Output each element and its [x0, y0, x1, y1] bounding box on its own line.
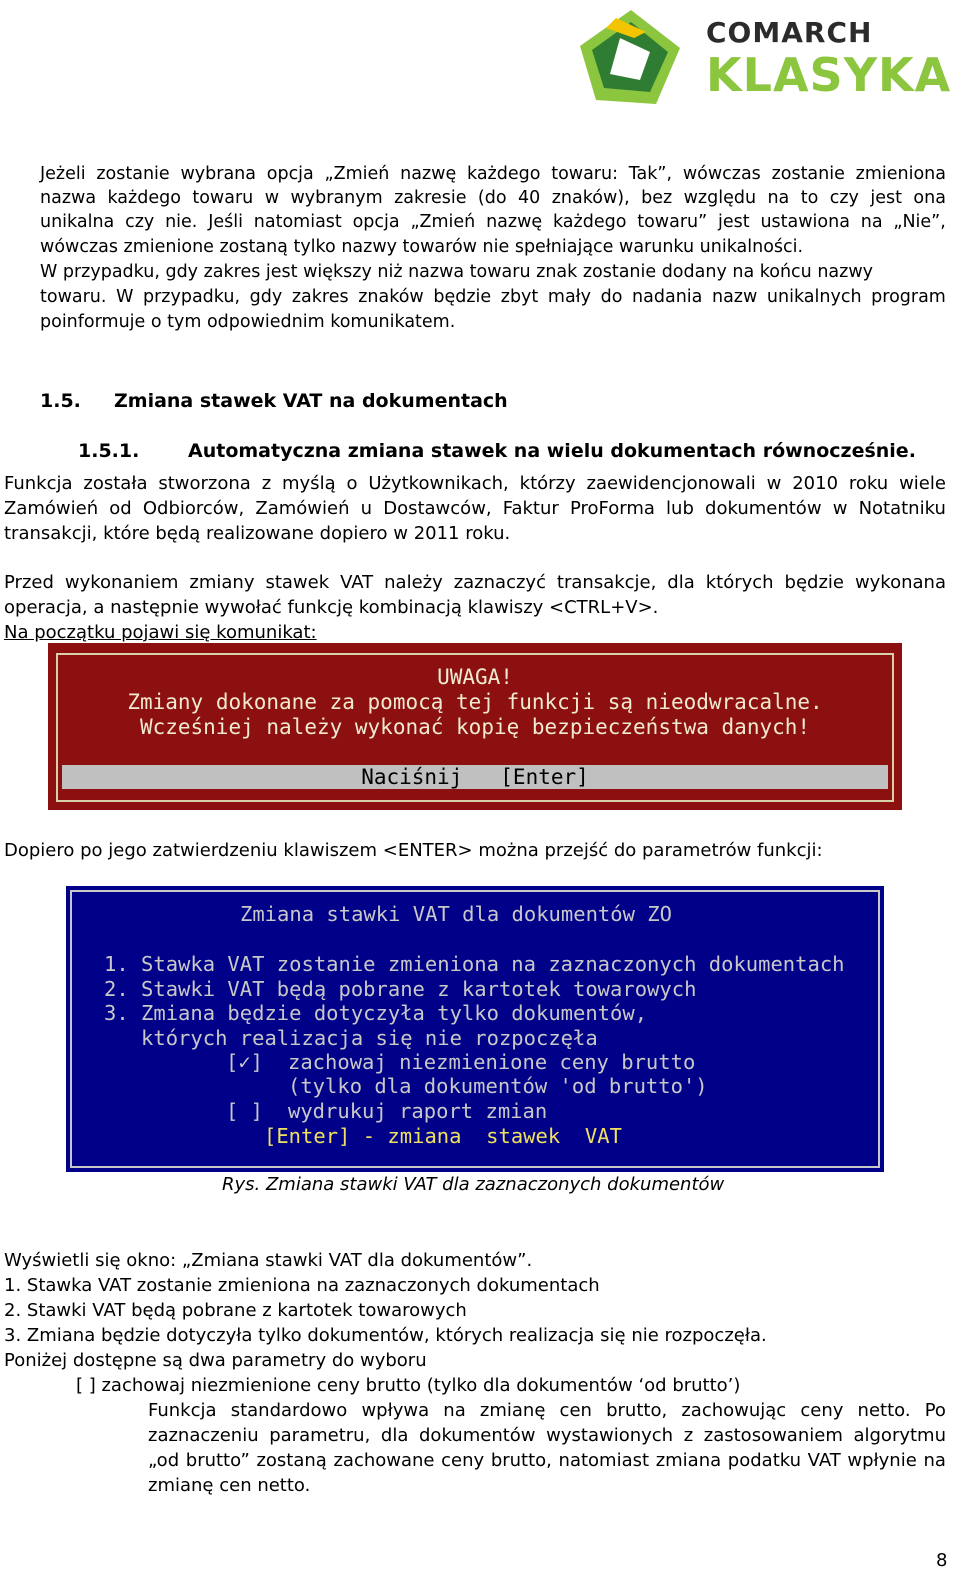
- heading-1-5-1: [78, 440, 916, 462]
- p1-line: [40, 186, 946, 211]
- warning-line: Zmiany dokonane za pomocą tej funkcji są nieodwracalne.: [127, 690, 823, 714]
- word: znaków),: [551, 188, 630, 208]
- word: wybranym: [290, 188, 383, 208]
- word: zmiana: [655, 1450, 722, 1471]
- word: zakresie: [394, 188, 467, 208]
- word: opcja: [266, 164, 314, 184]
- word: program: [871, 287, 946, 307]
- word: unikalnych: [766, 287, 862, 307]
- word: 2010: [792, 473, 839, 494]
- word: ceny: [441, 1450, 485, 1471]
- word: od: [109, 498, 132, 519]
- word: lub: [666, 498, 694, 519]
- word: zmianę: [479, 1400, 546, 1421]
- word: wpływa: [361, 1400, 430, 1421]
- word: gdy: [249, 287, 283, 307]
- enter-bar[interactable]: [62, 765, 888, 789]
- logo-mark-icon: [576, 8, 686, 108]
- word: (do: [477, 188, 507, 208]
- heading-number: 1.5.: [40, 390, 81, 412]
- word: Dostawców,: [383, 498, 492, 519]
- enter-bar-label: Naciśnij [Enter]: [361, 765, 589, 789]
- word: brutto”: [185, 1450, 250, 1471]
- word: brutto,: [490, 1450, 552, 1471]
- word: zaznaczyć: [453, 572, 546, 593]
- comarch-klasyka-logo: [576, 8, 952, 108]
- word: wykonana: [854, 572, 946, 593]
- word: zakres: [291, 287, 349, 307]
- vat-dialog-item: 2. Stawki VAT będą pobrane z kartotek towarowych: [104, 977, 697, 1001]
- word: dla: [667, 572, 695, 593]
- word: na: [443, 1400, 466, 1421]
- vat-dialog-item: 1. Stawka VAT zostanie zmieniona na zaznaczonych dokumentach: [104, 952, 845, 976]
- word: z: [261, 473, 272, 494]
- word: wybrana: [180, 164, 256, 184]
- heading-number: 1.5.1.: [78, 440, 140, 462]
- word: stworzona: [158, 473, 251, 494]
- word: Tak”,: [628, 164, 673, 184]
- logo-text-comarch: COMARCH: [706, 16, 873, 49]
- word: towaru”: [637, 212, 708, 232]
- word: Funkcja: [4, 473, 73, 494]
- after-warning-text: Dopiero po jego zatwierdzeniu klawiszem <ENTER> można przejść do parametrów funkcji:: [4, 840, 823, 861]
- word: na: [860, 212, 883, 232]
- word: zostanie: [771, 164, 845, 184]
- word: ona: [913, 188, 946, 208]
- word: myślą: [282, 473, 336, 494]
- p4-line: [148, 1398, 946, 1423]
- word: towaru: [192, 188, 254, 208]
- word: nazwę: [486, 212, 543, 232]
- checkbox-print-report[interactable]: [ ]: [226, 1099, 264, 1123]
- word: mały: [547, 287, 591, 307]
- heading-title: Zmiana stawek VAT na dokumentach: [114, 390, 508, 412]
- word: zachowując: [681, 1400, 787, 1421]
- p1-line: [40, 285, 946, 310]
- vat-dialog-title: Zmiana stawki VAT dla dokumentów ZO: [240, 902, 672, 926]
- word: jest: [718, 212, 750, 232]
- p3-line: [4, 570, 946, 595]
- word: stawek: [265, 572, 330, 593]
- word: Funkcja: [148, 1400, 217, 1421]
- word: u: [360, 498, 373, 519]
- list-item: 3. Zmiana będzie dotyczyła tylko dokumentów, których realizacja się nie rozpoczęła.: [4, 1325, 767, 1346]
- word: „Zmień: [324, 164, 390, 184]
- word: została: [83, 473, 148, 494]
- word: nazwa: [40, 188, 97, 208]
- word: Użytkownikach,: [368, 473, 509, 494]
- p3-line: operacja, a następnie wywołać funkcję kombinacją klawiszy <CTRL+V>.: [4, 597, 659, 618]
- word: do: [600, 287, 623, 307]
- word: każdego: [467, 164, 541, 184]
- word: znaków: [358, 287, 424, 307]
- word: Zamówień: [255, 498, 350, 519]
- params-intro: Poniżej dostępne są dwa parametry do wyboru: [4, 1350, 427, 1371]
- word: roku: [848, 473, 889, 494]
- word: opcja: [352, 212, 400, 232]
- vat-dialog-screenshot: [66, 886, 884, 1172]
- word: zostaną: [256, 1450, 327, 1471]
- figure-caption: Rys. Zmiana stawki VAT dla zaznaczonych dokumentów: [222, 1174, 725, 1195]
- word: każdego: [107, 188, 181, 208]
- word: zachowane: [333, 1450, 435, 1471]
- word: ceny: [800, 1400, 844, 1421]
- word: Zamówień: [4, 498, 99, 519]
- action-enter-change-vat[interactable]: [Enter] - zmiana stawek VAT: [264, 1124, 622, 1148]
- word: którzy: [519, 473, 576, 494]
- word: natomiast: [558, 1450, 650, 1471]
- word: w: [264, 188, 280, 208]
- word: Jeśli: [208, 212, 243, 232]
- word: zmieniona: [855, 164, 946, 184]
- word: o: [346, 473, 358, 494]
- word: towaru:: [551, 164, 618, 184]
- word: nie.: [165, 212, 198, 232]
- word: wystawionych: [546, 1425, 674, 1446]
- word: zostanie: [96, 164, 170, 184]
- word: zbyt: [500, 287, 539, 307]
- word: których: [705, 572, 774, 593]
- word: dokumentów: [705, 498, 822, 519]
- word: nazw: [711, 287, 758, 307]
- warning-title: UWAGA!: [437, 665, 513, 689]
- word: 40: [518, 188, 541, 208]
- word: Faktur: [502, 498, 559, 519]
- p3-line: Na początku pojawi się komunikat:: [4, 622, 317, 643]
- word: ustawiona: [760, 212, 850, 232]
- p1-line: poinformuje o tym odpowiednim komunikatem.: [40, 312, 456, 332]
- warning-line: Wcześniej należy wykonać kopię bezpieczeństwa danych!: [139, 715, 811, 739]
- word: czy: [829, 188, 859, 208]
- word: standardowo: [230, 1400, 348, 1421]
- p1-line: [40, 210, 946, 235]
- word: netto.: [857, 1400, 911, 1421]
- word: „Zmień: [410, 212, 476, 232]
- word: „Nie”,: [893, 212, 946, 232]
- word: unikalna: [40, 212, 115, 232]
- logo-text-klasyka: KLASYKA: [706, 48, 952, 102]
- word: Po: [924, 1400, 946, 1421]
- p2-line: [4, 471, 946, 496]
- page-number: 8: [936, 1550, 948, 1571]
- word: należy: [384, 572, 443, 593]
- word: algorytmu: [853, 1425, 946, 1446]
- word: brutto,: [606, 1400, 668, 1421]
- word: wówczas: [682, 164, 761, 184]
- p4-line: [148, 1448, 946, 1473]
- word: wpłynie: [847, 1450, 917, 1471]
- heading-1-5: [40, 390, 508, 412]
- p2-line: [4, 496, 946, 521]
- p4-line: [148, 1423, 946, 1448]
- word: Przed: [4, 572, 54, 593]
- word: czy: [125, 212, 155, 232]
- word: VAT: [340, 572, 374, 593]
- word: Jeżeli: [40, 164, 86, 184]
- word: wiele: [899, 473, 946, 494]
- p4-line: zmianę cen netto.: [148, 1475, 311, 1496]
- word: nazwę: [400, 164, 457, 184]
- vat-dialog-item: 3. Zmiana będzie dotyczyła tylko dokumentów,: [104, 1001, 648, 1025]
- word: Notatniku: [858, 498, 946, 519]
- word: natomiast: [253, 212, 342, 232]
- word: W: [116, 287, 134, 307]
- word: VAT: [807, 1450, 841, 1471]
- word: zaznaczeniu: [148, 1425, 259, 1446]
- word: cen: [559, 1400, 592, 1421]
- word: bez: [641, 188, 673, 208]
- word: będzie: [784, 572, 844, 593]
- word: z: [683, 1425, 694, 1446]
- checkbox-keep-gross[interactable]: [✓]: [226, 1050, 264, 1074]
- heading-title: Automatyczna zmiana stawek na wielu dokumentach równocześnie.: [188, 440, 916, 462]
- option-keep-gross-label: zachowaj niezmienione ceny brutto: [288, 1050, 696, 1074]
- word: „od: [148, 1450, 180, 1471]
- option-print-report-label: wydrukuj raport zmian: [288, 1099, 548, 1123]
- list-intro: Wyświetli się okno: „Zmiana stawki VAT dla dokumentów”.: [4, 1250, 533, 1271]
- p1-line: [40, 162, 946, 187]
- word: Odbiorców,: [142, 498, 245, 519]
- vat-dialog-item: których realizacja się nie rozpoczęła: [104, 1026, 598, 1050]
- word: przypadku,: [143, 287, 241, 307]
- word: parametru,: [269, 1425, 371, 1446]
- p1-line: wówczas zmienione zostaną tylko nazwy towarów nie spełniające warunku unikalności.: [40, 237, 804, 257]
- p1-line: W przypadku, gdy zakres jest większy niż nazwa towaru znak zostanie dodany na końcu nazwy: [40, 262, 873, 282]
- word: to: [800, 188, 819, 208]
- word: na: [923, 1450, 946, 1471]
- word: transakcje,: [556, 572, 657, 593]
- p2-line: transakcji, które będą realizowane dopiero w 2011 roku.: [4, 523, 511, 544]
- warning-dialog-screenshot: [48, 643, 902, 810]
- word: jest: [870, 188, 902, 208]
- word: zaewidencjonowali: [586, 473, 756, 494]
- word: nadania: [632, 287, 703, 307]
- word: każdego: [552, 212, 627, 232]
- word: dokumentów: [419, 1425, 536, 1446]
- word: zmiany: [189, 572, 255, 593]
- list-item: 2. Stawki VAT będą pobrane z kartotek towarowych: [4, 1300, 467, 1321]
- option-keep-gross-sub: (tylko dla dokumentów 'od brutto'): [288, 1074, 708, 1098]
- param-item: [ ] zachowaj niezmienione ceny brutto (tylko dla dokumentów ‘od brutto’): [76, 1375, 741, 1396]
- word: w: [832, 498, 848, 519]
- list-item: 1. Stawka VAT zostanie zmieniona na zaznaczonych dokumentach: [4, 1275, 600, 1296]
- word: towaru.: [40, 287, 107, 307]
- word: podatku: [727, 1450, 802, 1471]
- word: dla: [380, 1425, 409, 1446]
- word: będzie: [433, 287, 492, 307]
- word: wykonaniem: [64, 572, 179, 593]
- word: zastosowaniem: [703, 1425, 843, 1446]
- word: w: [766, 473, 782, 494]
- word: na: [767, 188, 790, 208]
- word: ProForma: [569, 498, 655, 519]
- word: względu: [683, 188, 757, 208]
